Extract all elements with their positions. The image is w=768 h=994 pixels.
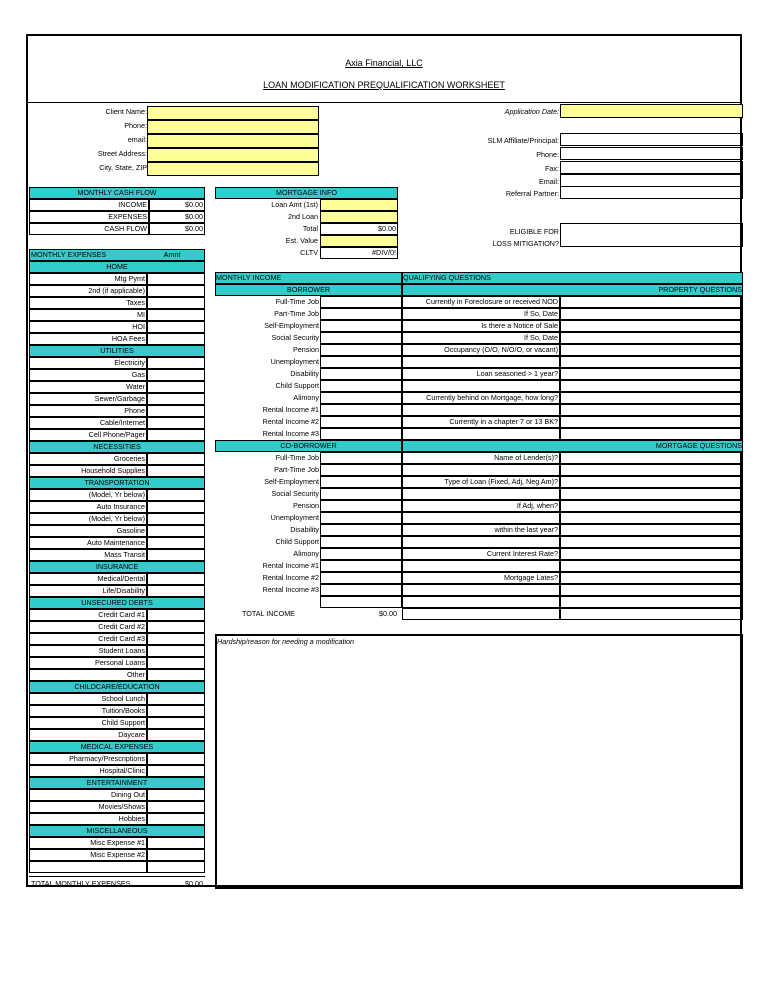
borrower-income-field-3[interactable]: [320, 332, 402, 344]
expense-amount-2-0[interactable]: [147, 453, 205, 465]
borrower-income-field-6[interactable]: [320, 368, 402, 380]
expense-label-2-0: Groceries: [113, 454, 145, 463]
property-answer-10[interactable]: [560, 416, 743, 428]
property-answer-1[interactable]: [560, 308, 743, 320]
coborrower-income-label-3: Social Security: [271, 489, 319, 498]
expense-amount-1-0[interactable]: [147, 357, 205, 369]
expense-label-3-3: Gasoline: [116, 526, 145, 535]
expense-amount-5-2[interactable]: [147, 633, 205, 645]
expense-label-1-1: Gas: [131, 370, 145, 379]
coborrower-income-label-7: Child Support: [275, 537, 319, 546]
expense-label-0-4: HOI: [132, 322, 145, 331]
expense-label-0-0: Mtg Pymt: [114, 274, 145, 283]
property-question-2: Is there a Notice of Sale: [481, 321, 558, 330]
expense-label-5-0: Credit Card #1: [98, 610, 145, 619]
expense-label-1-5: Cable/Internet: [99, 418, 145, 427]
borrower-income-label-6: Disability: [290, 369, 319, 378]
property-question-1: If So, Date: [524, 309, 558, 318]
expense-label-1-6: Cell Phone/Pager: [88, 430, 145, 439]
mortgage-answer-5[interactable]: [560, 512, 743, 524]
expense-label-3-4: Auto Maintenance: [87, 538, 145, 547]
mortgage-question-1: [402, 464, 558, 475]
mortgage-info-header: MORTGAGE INFO: [215, 187, 398, 199]
borrower-income-field-10[interactable]: [320, 416, 402, 428]
expense-amount-7-1[interactable]: [147, 765, 205, 777]
property-answer-11[interactable]: [560, 428, 743, 440]
mortgage-question-12: [402, 596, 558, 607]
expense-label-1-4: Phone: [124, 406, 145, 415]
application-fax-label: Fax:: [545, 164, 559, 173]
mortgage-question-9: [402, 560, 558, 571]
borrower-income-field-8[interactable]: [320, 392, 402, 404]
expense-section-9: MISCELLANEOUS: [29, 825, 205, 837]
expense-label-0-3: MI: [137, 310, 145, 319]
expense-label-5-2: Credit Card #3: [98, 634, 145, 643]
expense-label-5-3: Student Loans: [98, 646, 145, 655]
expense-label-6-3: Daycare: [118, 730, 145, 739]
mortgage-answer-2[interactable]: [560, 476, 743, 488]
expense-amount-1-3[interactable]: [147, 393, 205, 405]
expense-amount-6-2[interactable]: [147, 717, 205, 729]
client-label-2: email:: [127, 135, 147, 144]
expense-amount-1-2[interactable]: [147, 381, 205, 393]
client-label-1: Phone:: [124, 121, 147, 130]
hardship-box[interactable]: [215, 634, 743, 889]
expense-amount-0-3[interactable]: [147, 309, 205, 321]
property-question-6: Loan seasoned > 1 year?: [476, 369, 558, 378]
expense-amount-3-2[interactable]: [147, 513, 205, 525]
coborrower-income-field-5[interactable]: [320, 512, 402, 524]
cash-flow-header: MONTHLY CASH FLOW: [29, 187, 205, 199]
mortgage-answer-11[interactable]: [560, 584, 743, 596]
client-label-0: Client Name:: [105, 107, 147, 116]
expense-label-0-2: Taxes: [126, 298, 145, 307]
mortgage-answer-13[interactable]: [560, 608, 743, 620]
expense-amount-0-0[interactable]: [147, 273, 205, 285]
borrower-income-label-10: Rental Income #2: [262, 417, 319, 426]
mortgage-question-5: [402, 512, 558, 523]
expense-section-3: TRANSPORTATION: [29, 477, 205, 489]
borrower-income-field-11[interactable]: [320, 428, 402, 440]
expense-amount-0-1[interactable]: [147, 285, 205, 297]
application-referral-field[interactable]: [560, 186, 743, 199]
mortgage-info-label-1: 2nd Loan: [288, 212, 318, 221]
property-answer-5[interactable]: [560, 356, 743, 368]
expense-amount-0-4[interactable]: [147, 321, 205, 333]
mortgage-answer-1[interactable]: [560, 464, 743, 476]
expense-amount-3-3[interactable]: [147, 525, 205, 537]
expense-amount-3-1[interactable]: [147, 501, 205, 513]
expense-section-6: CHILDCARE/EDUCATION: [29, 681, 205, 693]
mortgage-info-label-0: Loan Amt (1st): [271, 200, 318, 209]
expense-label-3-0: (Model, Yr below): [88, 490, 145, 499]
borrower-income-label-4: Pension: [293, 345, 319, 354]
expense-label-1-0: Electricity: [114, 358, 145, 367]
income-header-label: MONTHLY INCOME: [216, 273, 282, 282]
borrower-income-label-0: Full-Time Job: [275, 297, 319, 306]
coborrower-header: CO-BORROWER: [215, 440, 402, 452]
expense-label-9-0: Misc Expense #1: [90, 838, 145, 847]
mortgage-info-label-3: Est. Value: [285, 236, 318, 245]
mortgage-question-13: [402, 608, 558, 619]
expense-label-1-3: Sewer/Garbage: [94, 394, 145, 403]
application-email-label: Email:: [539, 177, 559, 186]
coborrower-income-label-6: Disability: [290, 525, 319, 534]
coborrower-income-label-1: Part-Time Job: [274, 465, 319, 474]
mortgage-answer-12[interactable]: [560, 596, 743, 608]
expense-amount-7-0[interactable]: [147, 753, 205, 765]
expense-amount-1-4[interactable]: [147, 405, 205, 417]
cash-flow-value-0: $0.00: [185, 200, 203, 209]
total-income-value: $0.00: [379, 609, 397, 618]
property-question-5: [402, 356, 558, 367]
client-field-1[interactable]: [147, 120, 319, 134]
cash-flow-value-1: $0.00: [185, 212, 203, 221]
expense-label-4-1: Life/Disability: [102, 586, 145, 595]
expense-amount-6-3[interactable]: [147, 729, 205, 741]
coborrower-income-field-1[interactable]: [320, 464, 402, 476]
expense-label-5-1: Credit Card #2: [98, 622, 145, 631]
borrower-income-field-5[interactable]: [320, 356, 402, 368]
eligible-label-1: ELIGIBLE FOR: [509, 227, 559, 236]
borrower-income-field-2[interactable]: [320, 320, 402, 332]
client-field-4[interactable]: [147, 162, 319, 176]
cash-flow-value-2: $0.00: [185, 224, 203, 233]
coborrower-income-field-11[interactable]: [320, 584, 402, 596]
borrower-income-label-8: Alimony: [293, 393, 319, 402]
mortgage-answer-4[interactable]: [560, 500, 743, 512]
expense-amount-8-1[interactable]: [147, 801, 205, 813]
coborrower-income-label-11: Rental Income #3: [262, 585, 319, 594]
expense-amount-8-0[interactable]: [147, 789, 205, 801]
mortgage-answer-0[interactable]: [560, 452, 743, 464]
borrower-income-field-9[interactable]: [320, 404, 402, 416]
mortgage-question-0: Name of Lender(s)?: [494, 453, 558, 462]
cash-flow-label-1: EXPENSES: [108, 212, 147, 221]
expenses-header-label: MONTHLY EXPENSES: [31, 250, 107, 259]
borrower-income-field-7[interactable]: [320, 380, 402, 392]
expense-amount-1-6[interactable]: [147, 429, 205, 441]
coborrower-income-label-8: Alimony: [293, 549, 319, 558]
total-expenses-rule: [29, 876, 205, 877]
expense-label-0-5: HOA Fees: [111, 334, 145, 343]
borrower-income-label-9: Rental Income #1: [262, 405, 319, 414]
expense-amount-3-4[interactable]: [147, 537, 205, 549]
expense-label-3-1: Auto Insurance: [96, 502, 145, 511]
total-expenses-label: TOTAL MONTHLY EXPENSES: [31, 879, 131, 888]
property-answer-3[interactable]: [560, 332, 743, 344]
application-date-label: Application Date:: [504, 107, 559, 116]
application-phone-label: Phone:: [536, 150, 559, 159]
property-answer-8[interactable]: [560, 392, 743, 404]
mortgage-question-2: Type of Loan (Fixed, Adj, Neg Am)?: [444, 477, 558, 486]
borrower-income-label-7: Child Support: [275, 381, 319, 390]
total-expenses-value: $0.00: [185, 879, 203, 888]
borrower-income-label-3: Social Security: [271, 333, 319, 342]
mortgage-question-7: [402, 536, 558, 547]
mortgage-question-11: [402, 584, 558, 595]
expense-label-5-4: Personal Loans: [95, 658, 145, 667]
expense-label-9-1: Misc Expense #2: [90, 850, 145, 859]
mortgage-info-value-2: $0.00: [378, 224, 396, 233]
eligible-label-2: LOSS MITIGATION?: [492, 239, 559, 248]
mortgage-answer-3[interactable]: [560, 488, 743, 500]
expense-label-4-0: Medical/Dental: [97, 574, 145, 583]
worksheet-title: LOAN MODIFICATION PREQUALIFICATION WORKSHEET: [263, 80, 505, 90]
coborrower-income-label-5: Unemployment: [270, 513, 319, 522]
client-field-2[interactable]: [147, 134, 319, 148]
application-slm-field[interactable]: [560, 133, 743, 146]
expense-section-7: MEDICAL EXPENSES: [29, 741, 205, 753]
coborrower-income-label-9: Rental Income #1: [262, 561, 319, 570]
worksheet: [26, 34, 742, 887]
expense-amount-9-1[interactable]: [147, 849, 205, 861]
property-question-9: [402, 404, 558, 415]
mortgage-answer-6[interactable]: [560, 524, 743, 536]
mortgage-answer-7[interactable]: [560, 536, 743, 548]
borrower-income-label-1: Part-Time Job: [274, 309, 319, 318]
mortgage-question-3: [402, 488, 558, 499]
expense-amount-1-5[interactable]: [147, 417, 205, 429]
property-answer-7[interactable]: [560, 380, 743, 392]
hardship-label: Hardship/reason for needing a modification: [217, 637, 355, 646]
expense-amount-9-0[interactable]: [147, 837, 205, 849]
expense-amount-0-2[interactable]: [147, 297, 205, 309]
mortgage-info-value-1: [320, 211, 396, 222]
property-question-7: [402, 380, 558, 391]
mortgage-info-value-3: [320, 235, 396, 246]
mortgage-info-value-4: #DIV/0!: [372, 248, 396, 257]
expense-amount-4-1[interactable]: [147, 585, 205, 597]
property-question-10: Currently in a chapter 7 or 13 BK?: [449, 417, 558, 426]
coborrower-income-field-8[interactable]: [320, 548, 402, 560]
cash-flow-label-2: CASH FLOW: [104, 224, 147, 233]
property-answer-9[interactable]: [560, 404, 743, 416]
coborrower-income-field-7[interactable]: [320, 536, 402, 548]
expense-amount-6-0[interactable]: [147, 693, 205, 705]
borrower-header: BORROWER: [215, 284, 402, 296]
property-question-8: Currently behind on Mortgage, how long?: [426, 393, 558, 402]
coborrower-income-field-4[interactable]: [320, 500, 402, 512]
borrower-income-label-11: Rental Income #3: [262, 429, 319, 438]
eligible-field[interactable]: [560, 223, 743, 247]
mortgage-answer-8[interactable]: [560, 548, 743, 560]
expense-amount-3-5[interactable]: [147, 549, 205, 561]
expense-section-2: NECESSITIES: [29, 441, 205, 453]
mortgage-questions-label: MORTGAGE QUESTIONS: [655, 441, 742, 450]
expense-label-0-1: 2nd (if applicable): [88, 286, 145, 295]
coborrower-income-label-10: Rental Income #2: [262, 573, 319, 582]
application-referral-label: Referral Partner:: [505, 189, 559, 198]
expense-label-8-0: Dining Out: [111, 790, 145, 799]
expense-amount-6-1[interactable]: [147, 705, 205, 717]
client-label-3: Street Address:: [97, 149, 147, 158]
mortgage-answer-9[interactable]: [560, 560, 743, 572]
expense-label-9-2: [29, 861, 145, 872]
expense-amount-5-0[interactable]: [147, 609, 205, 621]
application-phone-field[interactable]: [560, 147, 743, 160]
expense-amount-5-3[interactable]: [147, 645, 205, 657]
expense-label-1-2: Water: [126, 382, 145, 391]
application-fax-field[interactable]: [560, 161, 743, 174]
expense-label-7-1: Hospital/Clinic: [99, 766, 145, 775]
expense-label-3-5: Mass Transit: [104, 550, 145, 559]
expense-label-6-2: Child Support: [101, 718, 145, 727]
total-income-label: TOTAL INCOME: [242, 609, 295, 618]
expense-label-8-1: Movies/Shows: [98, 802, 145, 811]
expenses-amnt-label: Amnt: [163, 250, 181, 259]
expense-section-5: UNSECURED DEBTS: [29, 597, 205, 609]
property-answer-2[interactable]: [560, 320, 743, 332]
expense-amount-5-1[interactable]: [147, 621, 205, 633]
mortgage-question-8: Current Interest Rate?: [486, 549, 558, 558]
expense-section-8: ENTERTAINMENT: [29, 777, 205, 789]
expense-section-0: HOME: [29, 261, 205, 273]
cash-flow-label-0: INCOME: [118, 200, 147, 209]
expense-section-4: INSURANCE: [29, 561, 205, 573]
expense-amount-4-0[interactable]: [147, 573, 205, 585]
client-field-0[interactable]: [147, 106, 319, 120]
mortgage-question-4: If Adj, when?: [516, 501, 558, 510]
property-question-11: [402, 428, 558, 439]
mortgage-question-6: within the last year?: [494, 525, 558, 534]
property-answer-0[interactable]: [560, 296, 743, 308]
coborrower-income-field-9[interactable]: [320, 560, 402, 572]
expense-amount-3-0[interactable]: [147, 489, 205, 501]
coborrower-income-label-2: Self-Employment: [264, 477, 319, 486]
mortgage-info-label-2: Total: [302, 224, 318, 233]
coborrower-income-label-0: Full-Time Job: [275, 453, 319, 462]
qualifying-header-label: QUALIFYING QUESTIONS: [403, 273, 491, 282]
expense-label-2-1: Household Supplies: [81, 466, 145, 475]
coborrower-income-field-3[interactable]: [320, 488, 402, 500]
coborrower-income-field-10[interactable]: [320, 572, 402, 584]
property-questions-label: PROPERTY QUESTIONS: [658, 285, 742, 294]
expense-label-6-0: School Lunch: [101, 694, 145, 703]
coborrower-income-field-6[interactable]: [320, 524, 402, 536]
expense-label-6-1: Tuition/Books: [101, 706, 145, 715]
borrower-income-field-0[interactable]: [320, 296, 402, 308]
expense-amount-0-5[interactable]: [147, 333, 205, 345]
borrower-income-field-4[interactable]: [320, 344, 402, 356]
coborrower-income-field-extra[interactable]: [320, 596, 402, 608]
coborrower-income-label-4: Pension: [293, 501, 319, 510]
expense-label-5-5: Other: [127, 670, 145, 679]
mortgage-question-10: Mortgage Lates?: [504, 573, 558, 582]
expense-amount-1-1[interactable]: [147, 369, 205, 381]
borrower-income-label-5: Unemployment: [270, 357, 319, 366]
expense-label-7-0: Pharmacy/Prescriptions: [69, 754, 145, 763]
expense-amount-2-1[interactable]: [147, 465, 205, 477]
mortgage-info-label-4: CLTV: [300, 248, 318, 257]
borrower-income-field-1[interactable]: [320, 308, 402, 320]
property-question-0: Currently in Foreclosure or received NOD: [425, 297, 558, 306]
expense-amount-9-2[interactable]: [147, 861, 205, 873]
mortgage-info-value-0: [320, 199, 396, 210]
application-slm-label: SLM Affiliate/Principal:: [487, 136, 559, 145]
expense-label-3-2: (Model, Yr below): [88, 514, 145, 523]
client-field-3[interactable]: [147, 148, 319, 162]
property-question-3: If So, Date: [524, 333, 558, 342]
coborrower-income-field-0[interactable]: [320, 452, 402, 464]
expense-label-8-2: Hobbies: [118, 814, 145, 823]
mortgage-answer-10[interactable]: [560, 572, 743, 584]
expense-amount-5-4[interactable]: [147, 657, 205, 669]
client-label-4: City, State, ZIP: [99, 163, 147, 172]
property-question-4: Occupancy (O/O, N/O/O, or vacant): [444, 345, 558, 354]
property-answer-6[interactable]: [560, 368, 743, 380]
company-name: Axia Financial, LLC: [345, 58, 423, 68]
expense-amount-8-2[interactable]: [147, 813, 205, 825]
expense-section-1: UTILITIES: [29, 345, 205, 357]
property-answer-4[interactable]: [560, 344, 743, 356]
application-date-field[interactable]: [560, 104, 743, 118]
expense-amount-5-5[interactable]: [147, 669, 205, 681]
borrower-income-label-2: Self-Employment: [264, 321, 319, 330]
coborrower-income-field-2[interactable]: [320, 476, 402, 488]
